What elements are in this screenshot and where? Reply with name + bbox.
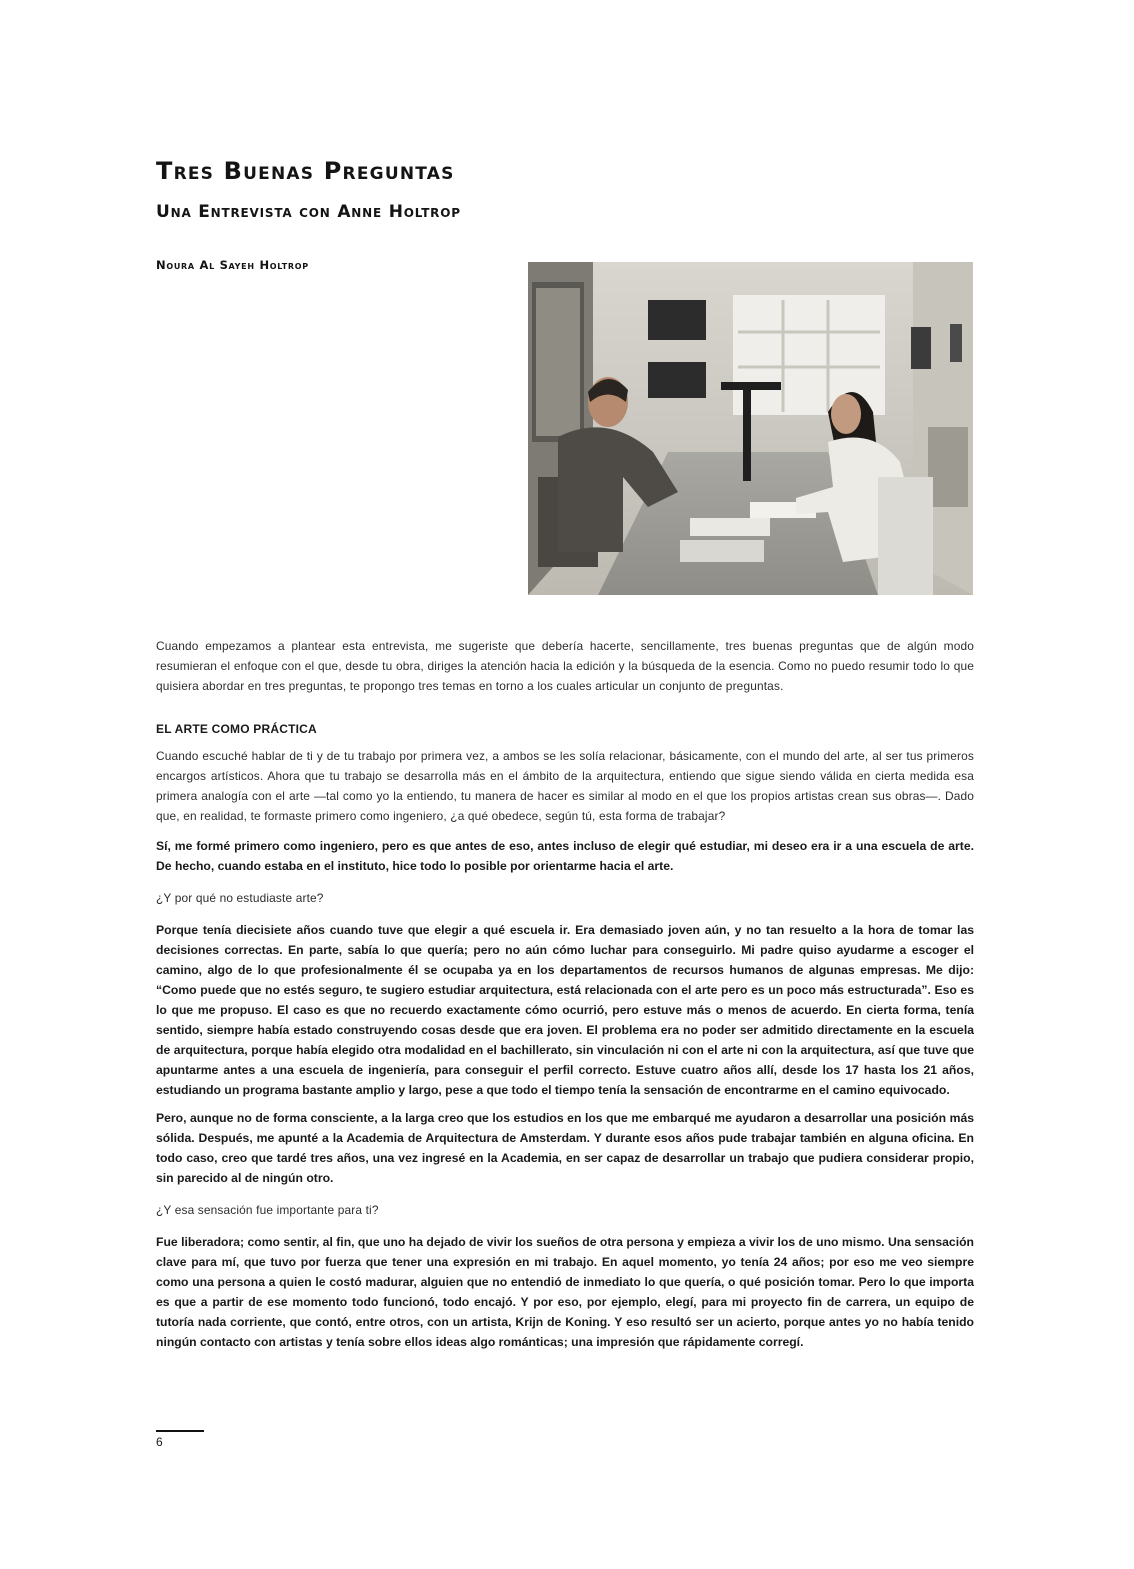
section-heading: EL ARTE COMO PRÁCTICA: [156, 722, 317, 736]
answer-paragraph: Porque tenía diecisiete años cuando tuve que elegir a qué escuela ir. Era demasiado joven aún, y no tan resuelto a la hora de tomar las decisiones correctas. En parte, sabía lo que quería; pero no aún cómo luchar para conseguirlo. Mi padre quiso ayudarme a escoger el camino, algo de lo que profesionalmente él se ocupaba ya en los departamentos de recursos humanos de algunas empresas. Me dijo: “Como puede que no estés seguro, te sugiero estudiar arquitectura, está relacionada con el arte pero es un poco más estructurada”. Eso es lo que me propuso. El caso es que no recuerdo exactamente cómo ocurrió, pero estuve más o menos de acuerdo. En cierta forma, tenía sentido, siempre había estado construyendo cosas desde que era joven. El problema era no poder ser admitido directamente en la escuela de arquitectura, porque había elegido otra modalidad en el bachillerato, sin vinculación ni con el arte ni con la arquitectura, así que tuve que apuntarme antes a una escuela de ingeniería, para conseguir el perfil correcto. Estuve cuatro años allí, desde los 17 hasta los 21 años, estudiando un programa bastante amplio y largo, pese a que todo el tiempo tenía la sensación de encontrarme en el camino equivocado.: [156, 923, 974, 1097]
page-number-rule: [156, 1430, 204, 1432]
intro-paragraph: Cuando empezamos a plantear esta entrevista, me sugeriste que debería hacerte, sencillamente, tres buenas preguntas que de algún modo resumieran el enfoque con el que, desde tu obra, diriges la atención hacia la edición y la búsqueda de la esencia. Como no puedo resumir todo lo que quisiera abordar en tres preguntas, te propongo tres temas en torno a los cuales articular un conjunto de preguntas.: [156, 639, 974, 693]
article-body: [156, 636, 974, 1352]
interview-photo: [528, 262, 973, 595]
question-paragraph: Cuando escuché hablar de ti y de tu trabajo por primera vez, a ambos se les solía relacionar, básicamente, con el mundo del arte, al ser tus primeros encargos artísticos. Ahora que tu trabajo se desarrolla más en el ámbito de la arquitectura, entiendo que sigue siendo válida en cierta medida esa primera analogía con el arte —tal como yo la entiendo, tu manera de hacer es similar al modo en el que los propios artistas crean sus obras—. Dado que, en realidad, te formaste primero como ingeniero, ¿a qué obedece, según tú, esta forma de trabajar?: [156, 749, 974, 823]
article-subtitle: Una Entrevista con Anne Holtrop: [156, 202, 461, 222]
article-author: Noura Al Sayeh Holtrop: [156, 258, 309, 272]
article-title: Tres Buenas Preguntas: [156, 157, 455, 185]
page-number: 6: [156, 1435, 163, 1449]
question-paragraph: ¿Y esa sensación fue importante para ti?: [156, 1203, 379, 1217]
answer-paragraph: Fue liberadora; como sentir, al fin, que uno ha dejado de vivir los sueños de otra persona y empieza a vivir los de uno mismo. Una sensación clave para mí, que tuvo por fuerza que tener una expresión en mi trabajo. En aquel momento, yo tenía 24 años; por eso me veo siempre como una persona a quien le costó madurar, alguien que no entendió de inmediato lo que quería, o qué posición tomar. Pero lo que importa es que a partir de ese momento todo funcionó, todo encajó. Y por eso, por ejemplo, elegí, para mi proyecto fin de carrera, un equipo de tutoría nada corriente, que contó, entre otros, con un artista, Krijn de Koning. Y eso resultó ser un acierto, porque antes yo no había tenido ningún contacto con artistas y tenía sobre ellos ideas algo románticas; una impresión que rápidamente corregí.: [156, 1235, 974, 1349]
answer-paragraph: Pero, aunque no de forma consciente, a la larga creo que los estudios en los que me embarqué me ayudaron a desarrollar una posición más sólida. Después, me apunté a la Academia de Arquitectura de Amsterdam. Y durante esos años pude trabajar también en alguna oficina. En todo caso, creo que tardé tres años, una vez ingresé en la Academia, en ser capaz de desarrollar un trabajo que pudiera considerar propio, sin parecido al de ningún otro.: [156, 1111, 974, 1185]
question-paragraph: ¿Y por qué no estudiaste arte?: [156, 891, 324, 905]
answer-paragraph: Sí, me formé primero como ingeniero, pero es que antes de eso, antes incluso de elegir qué estudiar, mi deseo era ir a una escuela de arte. De hecho, cuando estaba en el instituto, hice todo lo posible por orientarme hacia el arte.: [156, 839, 974, 873]
